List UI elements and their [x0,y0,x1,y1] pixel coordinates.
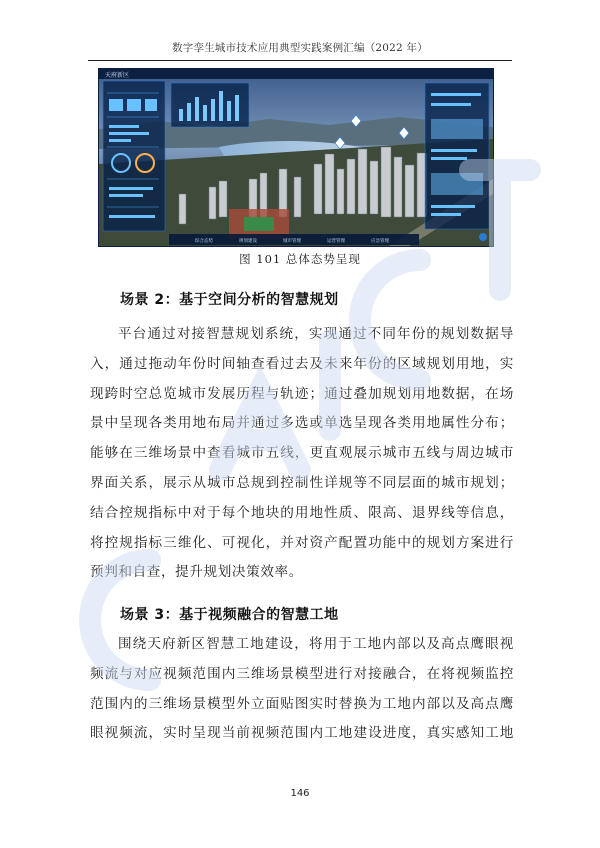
text-line: 范围内的三维场景模型外立面贴图实时替换为工地内部以及高点鹰 [90,695,514,712]
paragraph-smart-planning [90,320,514,588]
figure-toolbar-item: 运营管理 [327,239,345,244]
running-header: 数字孪生城市技术应用典型实践案例汇编（2022 年） [172,42,428,54]
text-line: 频流与对应视频范围内三维场景模型进行对接融合，在将视频监控 [90,665,514,682]
text-line: 入，通过拖动年份时间轴查看过去及未来年份的区域规划用地，实 [90,355,514,372]
text-line: 围绕天府新区智慧工地建设，将用于工地内部以及高点鹰眼视 [118,636,514,652]
text-line: 结合控规指标中对于每个地块的用地性质、限高、退界线等信息， [90,504,514,521]
figure-toolbar-item: 规划建设 [239,239,257,244]
section-heading-smart-construction-site: 场景 3：基于视频融合的智慧工地 [120,607,339,623]
page-number: 146 [290,788,310,799]
figure-toolbar-item: 城市管理 [283,239,301,244]
figure-toolbar-item: 应急管理 [371,239,389,244]
text-line: 能够在三维场景中查看城市五线，更直观展示城市五线与周边城市 [90,445,514,462]
figure-logo-text: 天府新区 [105,72,130,79]
text-line: 将控规指标三维化、可视化，并对资产配置功能中的规划方案进行 [90,534,514,551]
text-line: 界面关系，展示从城市总规到控制性详规等不同层面的城市规划； [90,474,514,491]
figure-caption: 图 101 总体态势呈现 [239,252,361,266]
header-divider [88,60,512,61]
text-line: 平台通过对接智慧规划系统，实现通过不同年份的规划数据导 [118,326,514,342]
figure-toolbar-item: 综合态势 [195,239,213,244]
section-heading-smart-planning: 场景 2：基于空间分析的智慧规划 [120,292,339,308]
figure-dashboard-screenshot [98,68,494,247]
paragraph-smart-construction-site [90,630,514,749]
text-line: 预判和自查，提升规划决策效率。 [90,564,303,581]
text-line: 现跨时空总览城市发展历程与轨迹；通过叠加规划用地数据，在场 [90,385,514,402]
city-dashboard-illustration [99,69,493,246]
text-line: 眼视频流，实时呈现当前视频范围内工地建设进度，真实感知工地 [90,725,514,742]
text-line: 景中呈现各类用地布局并通过多选或单选呈现各类用地属性分布； [90,415,514,432]
